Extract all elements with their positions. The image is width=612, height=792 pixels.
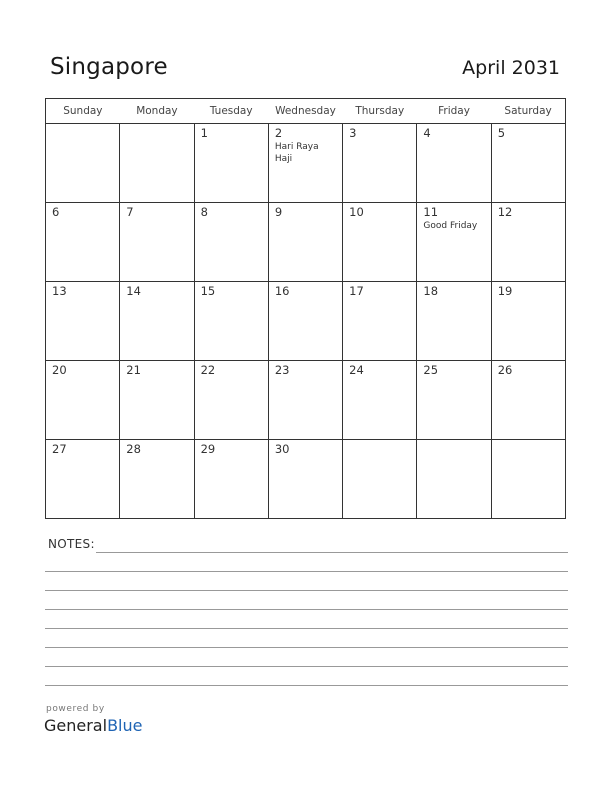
day-number: 12 bbox=[497, 205, 513, 219]
weekday-header-row bbox=[46, 99, 566, 124]
note-line bbox=[45, 628, 568, 629]
powered-by-text: powered by bbox=[46, 704, 105, 714]
day-cell bbox=[194, 440, 268, 519]
day-number: 15 bbox=[200, 284, 216, 298]
note-line bbox=[96, 552, 568, 553]
holiday-label: Hari Raya Haji bbox=[274, 142, 319, 164]
note-line bbox=[45, 571, 568, 572]
day-number: 6 bbox=[52, 205, 60, 219]
note-line bbox=[45, 647, 568, 648]
day-cell bbox=[491, 440, 565, 519]
week-row-2 bbox=[46, 203, 566, 282]
day-cell bbox=[120, 124, 194, 203]
day-cell bbox=[46, 440, 120, 519]
week-row-3 bbox=[46, 282, 566, 361]
country-title: Singapore bbox=[50, 54, 168, 80]
day-number: 5 bbox=[497, 126, 506, 140]
day-number: 16 bbox=[274, 284, 290, 298]
weekday-monday: Monday bbox=[120, 99, 194, 124]
day-cell bbox=[268, 361, 342, 440]
day-cell bbox=[194, 124, 268, 203]
generalblue-logo bbox=[44, 716, 142, 735]
week-row-1 bbox=[46, 124, 566, 203]
day-number: 11 bbox=[423, 205, 439, 219]
day-number: 8 bbox=[200, 205, 208, 219]
brand-general: General bbox=[44, 716, 108, 735]
brand-blue: Blue bbox=[107, 716, 143, 735]
day-cell bbox=[491, 203, 565, 282]
day-number: 10 bbox=[349, 205, 364, 219]
weekday-sunday: Sunday bbox=[46, 99, 120, 124]
day-cell bbox=[120, 440, 194, 519]
day-cell bbox=[491, 124, 565, 203]
day-cell bbox=[343, 124, 417, 203]
day-cell bbox=[46, 203, 120, 282]
weekday-friday: Friday bbox=[417, 99, 491, 124]
day-number: 20 bbox=[52, 363, 67, 377]
day-cell bbox=[268, 440, 342, 519]
day-number: 13 bbox=[52, 284, 67, 298]
calendar-grid bbox=[45, 98, 566, 519]
day-number: 1 bbox=[200, 126, 208, 140]
day-number: 27 bbox=[52, 442, 67, 456]
day-number: 2 bbox=[274, 126, 283, 140]
day-cell bbox=[268, 203, 342, 282]
day-number: 17 bbox=[349, 284, 364, 298]
note-line bbox=[45, 590, 568, 591]
day-number: 24 bbox=[349, 363, 364, 377]
note-line bbox=[45, 609, 568, 610]
day-cell bbox=[268, 282, 342, 361]
day-cell bbox=[417, 440, 491, 519]
weekday-saturday: Saturday bbox=[491, 99, 565, 124]
day-number: 25 bbox=[423, 363, 439, 377]
month-title: April 2031 bbox=[462, 57, 560, 79]
day-cell bbox=[491, 282, 565, 361]
holiday-label: Good Friday bbox=[423, 221, 478, 231]
day-number: 28 bbox=[126, 442, 141, 456]
day-number: 9 bbox=[274, 205, 283, 219]
day-cell bbox=[194, 282, 268, 361]
day-cell bbox=[417, 124, 491, 203]
note-line bbox=[45, 685, 568, 686]
notes-label: NOTES: bbox=[48, 537, 95, 551]
day-cell bbox=[343, 440, 417, 519]
day-cell bbox=[120, 203, 194, 282]
day-number: 23 bbox=[274, 363, 290, 377]
day-number: 29 bbox=[200, 442, 216, 456]
day-number: 14 bbox=[126, 284, 141, 298]
day-cell bbox=[46, 361, 120, 440]
day-cell bbox=[46, 282, 120, 361]
day-cell bbox=[120, 361, 194, 440]
day-cell bbox=[194, 361, 268, 440]
day-number: 4 bbox=[423, 126, 431, 140]
day-cell bbox=[268, 124, 342, 203]
day-number: 22 bbox=[200, 363, 216, 377]
week-row-5 bbox=[46, 440, 566, 519]
weekday-wednesday: Wednesday bbox=[268, 99, 342, 124]
note-line bbox=[45, 666, 568, 667]
day-number: 3 bbox=[349, 126, 357, 140]
day-number: 19 bbox=[497, 284, 513, 298]
day-cell bbox=[417, 203, 491, 282]
day-cell bbox=[120, 282, 194, 361]
day-cell bbox=[417, 282, 491, 361]
day-number: 7 bbox=[126, 205, 134, 219]
day-cell bbox=[46, 124, 120, 203]
day-cell bbox=[194, 203, 268, 282]
day-cell bbox=[491, 361, 565, 440]
day-cell bbox=[417, 361, 491, 440]
week-row-4 bbox=[46, 361, 566, 440]
weekday-thursday: Thursday bbox=[343, 99, 417, 124]
day-number: 18 bbox=[423, 284, 439, 298]
day-number: 30 bbox=[274, 442, 290, 456]
day-number: 26 bbox=[497, 363, 513, 377]
day-cell bbox=[343, 361, 417, 440]
day-cell bbox=[343, 203, 417, 282]
day-number: 21 bbox=[126, 363, 141, 377]
day-cell bbox=[343, 282, 417, 361]
weekday-tuesday: Tuesday bbox=[194, 99, 268, 124]
